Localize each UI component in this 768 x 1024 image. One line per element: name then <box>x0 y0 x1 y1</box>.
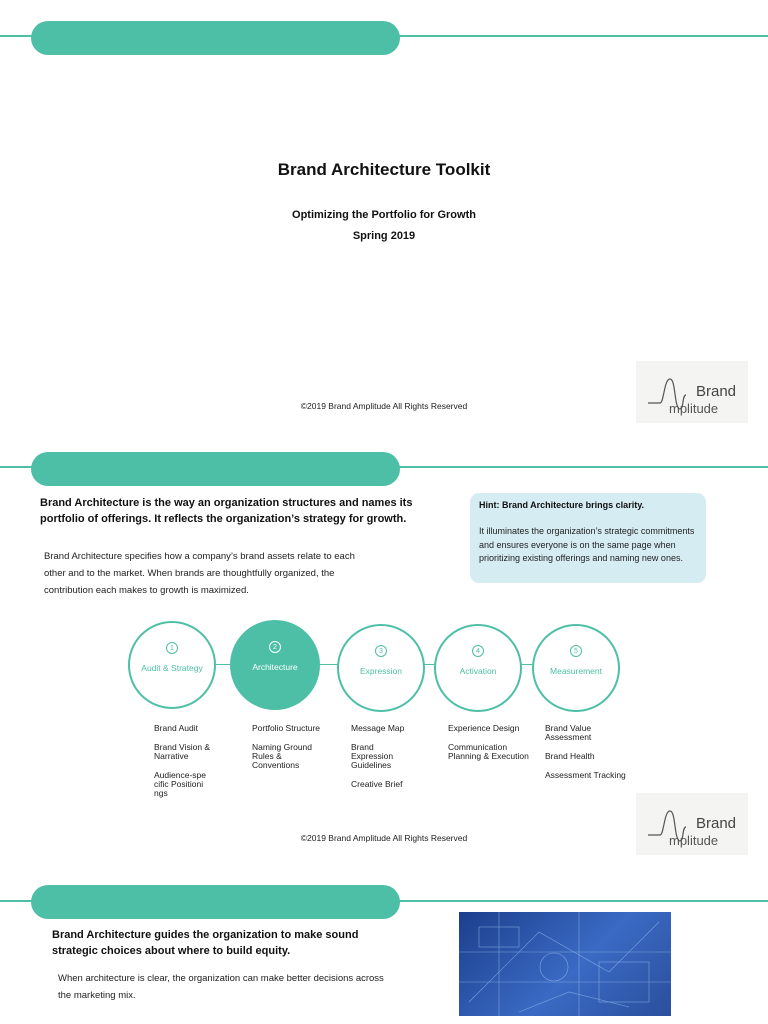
slide2-copyright: ©2019 Brand Amplitude All Rights Reserved <box>300 833 468 843</box>
stage-label: Measurement <box>550 666 602 676</box>
slide1-subtitle: Optimizing the Portfolio for Growth <box>292 209 476 221</box>
list-item: Brand Audit <box>154 723 198 733</box>
audit-strategy-items <box>154 724 220 808</box>
slide1-header-pill <box>31 21 400 55</box>
slide1-title: Brand Architecture Toolkit <box>277 160 491 179</box>
list-item: Portfolio Structure <box>252 723 321 733</box>
stage-label: Audit & Strategy <box>141 663 203 673</box>
list-item: Experience Design <box>448 723 520 733</box>
stage-number: 1 <box>166 642 178 654</box>
slide3-body-text: When architecture is clear, the organization can make better decisions across the marketing mix. <box>58 973 384 1001</box>
slide3-header-pill <box>31 885 400 919</box>
stage-architecture <box>230 620 320 710</box>
list-item: Brand Health <box>545 751 595 761</box>
blueprint-lines-icon <box>459 912 671 1016</box>
slide2-header-pill <box>31 452 400 486</box>
activation-items <box>448 724 540 771</box>
stage-number: 3 <box>375 645 387 657</box>
hint-title: Hint: Brand Architecture brings clarity. <box>479 500 645 510</box>
list-item: Creative Brief <box>351 779 403 789</box>
list-item: Brand Vision & Narrative <box>154 742 211 761</box>
logo-brand-text: Brand <box>696 815 737 832</box>
stage-number: 2 <box>269 641 281 653</box>
stage-measurement <box>532 624 620 712</box>
slide3-lead-text: Brand Architecture guides the organization to make sound strategic choices about where to build equity. <box>52 929 359 957</box>
slide1-copyright: ©2019 Brand Amplitude All Rights Reserved <box>300 401 468 411</box>
brand-amplitude-logo <box>636 361 748 423</box>
hint-box <box>470 493 706 583</box>
logo-amplitude-text: mplitude <box>669 401 719 416</box>
measurement-items <box>545 724 635 790</box>
stage-expression <box>337 624 425 712</box>
hint-body: It illuminates the organization’s strategic commitments and ensures everyone is on the same page when prioritizing existing offerings and naming new ones. <box>479 526 695 563</box>
logo-brand-text: Brand <box>696 383 737 400</box>
slide2-body-text: Brand Architecture specifies how a company’s brand assets relate to each other and to the market. When brands are thoughtfully organized, the contribution each makes to growth is maximized. <box>44 551 355 596</box>
blueprint-image <box>459 912 671 1016</box>
stage-label: Architecture <box>252 662 298 672</box>
logo-amplitude-text: mplitude <box>669 833 719 848</box>
list-item: Audience-specific Positionings <box>154 770 206 798</box>
architecture-items <box>252 724 330 780</box>
list-item: Brand Expression Guidelines <box>351 742 394 770</box>
list-item: Brand Value Assessment <box>545 723 592 742</box>
list-item: Message Map <box>351 723 405 733</box>
stage-activation <box>434 624 522 712</box>
slide2-lead-text: Brand Architecture is the way an organization structures and names its portfolio of offerings. It reflects the organization’s strategy for growth. <box>40 497 413 525</box>
stage-number: 5 <box>570 645 582 657</box>
list-item: Communication Planning & Execution <box>448 742 529 761</box>
expression-items <box>351 724 413 799</box>
slide1-date: Spring 2019 <box>352 230 416 242</box>
brand-amplitude-logo <box>636 793 748 855</box>
stage-audit-strategy <box>128 621 216 709</box>
stage-label: Expression <box>359 666 403 676</box>
stage-number: 4 <box>472 645 484 657</box>
list-item: Naming Ground Rules & Conventions <box>252 742 313 770</box>
stage-label: Activation <box>459 666 497 676</box>
list-item: Assessment Tracking <box>545 770 626 780</box>
